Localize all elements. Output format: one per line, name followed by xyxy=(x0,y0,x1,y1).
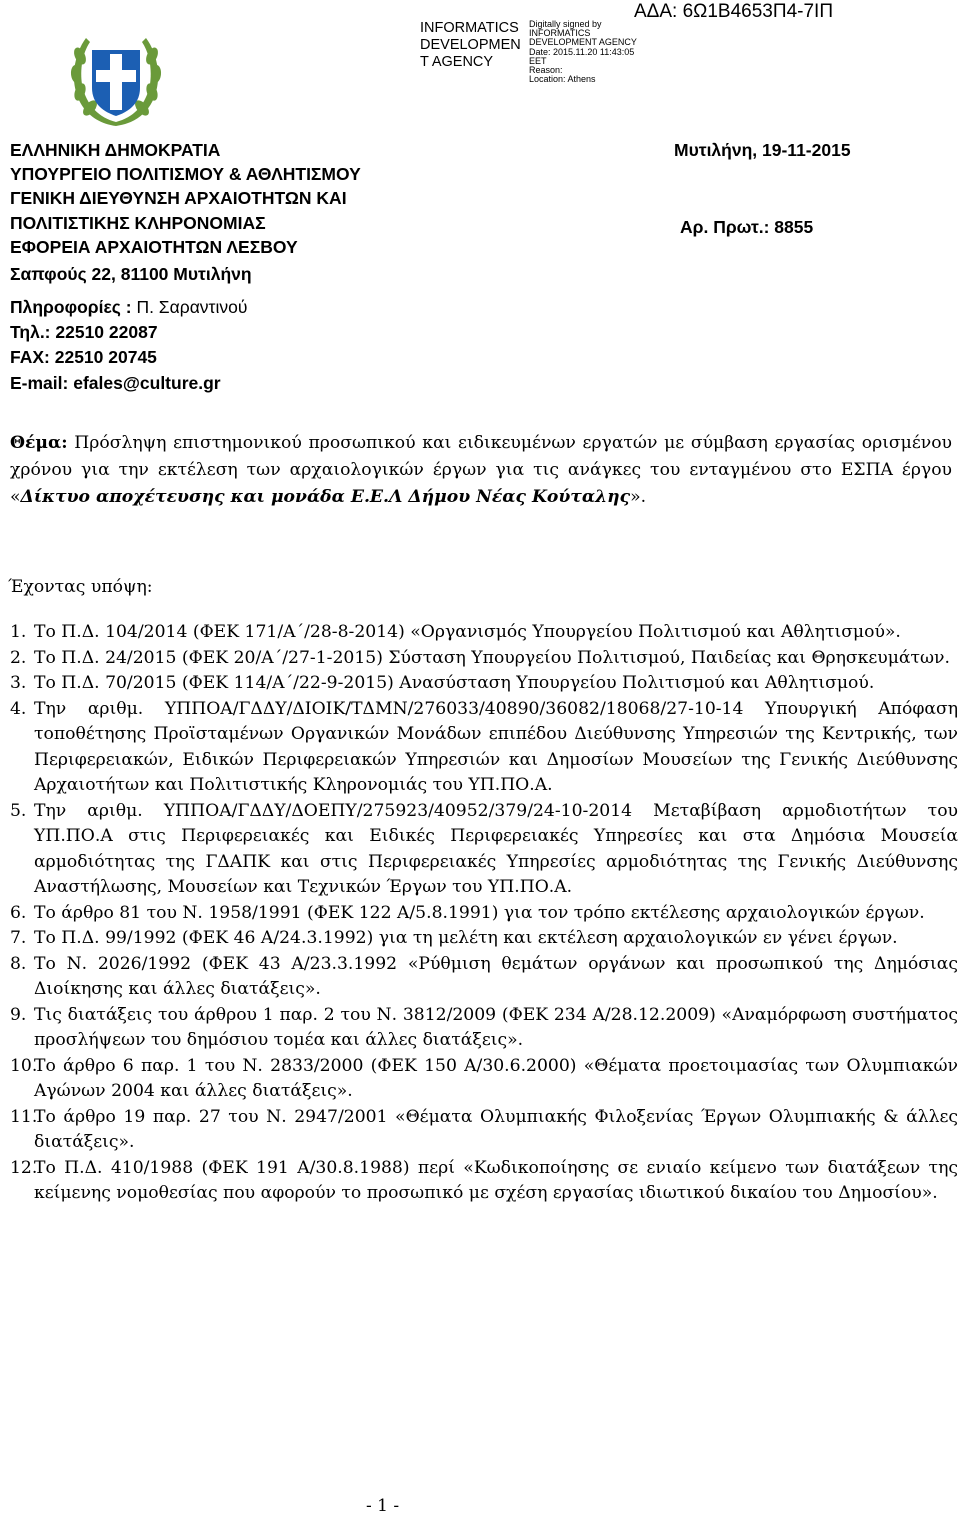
item-text: Το άρθρο 81 του Ν. 1958/1991 (ΦΕΚ 122 Α/5.8.1991) για τον τρόπο εκτέλεσης αρχαιολογικών έργων. xyxy=(34,902,925,923)
ada-code: ΑΔΑ: 6Ω1Β4653Π4-7ΙΠ xyxy=(634,1,834,22)
signature-detail-line: DEVELOPMENT AGENCY xyxy=(529,37,637,48)
item-text: Την αριθμ. ΥΠΠΟΑ/ΓΔΔΥ/ΔΟΕΠΥ/275923/40952/379/24-10-2014 Μεταβίβαση αρμοδιοτήτων του ΥΠ.ΠΟ.Α στις Περιφερειακές και Ειδικές Περιφερειακές Υπηρεσίες και στα Δημόσια Μουσεία αρμοδιότητας της ΓΔΑΠΚ και στις Περιφερειακές Υπηρεσίες αρμοδιότητας της Γενικής Διεύθυνσης Αναστήλωσης, Μουσείων και Τεχνικών Έργων του ΥΠ.ΠΟ.Α. xyxy=(34,800,958,897)
greek-state-emblem-icon xyxy=(68,26,164,130)
item-text: Την αριθμ. ΥΠΠΟΑ/ΓΔΔΥ/ΔΙΟΙΚ/ΤΔΜΝ/276033/40890/36082/18068/27-10-14 Υπουργική Απόφαση τοποθέτησης Προϊσταμένων Οργανικών Μονάδων επιπέδου Διεύθυνσης Υπηρεσιών της Κεντρικής, των Περιφερειακών, Ειδικών Περιφερειακών Υπηρεσιών και Δημοσίων Μουσείων της Γενικής Διεύθυνσης Αρχαιοτήτων και Πολιτιστικής Κληρονομιάς του ΥΠ.ΠΟ.Α. xyxy=(34,698,958,795)
signature-detail-line: INFORMATICS xyxy=(529,28,591,39)
list-item xyxy=(10,671,958,697)
item-text: Το Π.Δ. 410/1988 (ΦΕΚ 191 Α/30.8.1988) περί «Κωδικοποίησης σε ενιαίο κείμενο των διατάξεων της κείμενης νομοθεσίας που αφορούν το προσωπικό με σχέση εργασίας ιδιωτικού δικαίου του Δημοσίου». xyxy=(34,1157,958,1203)
item-number: 8. xyxy=(10,953,27,974)
legal-basis-list xyxy=(10,620,958,1207)
item-number: 9. xyxy=(10,1004,27,1025)
item-text: Τις διατάξεις του άρθρου 1 παρ. 2 του Ν. 3812/2009 (ΦΕΚ 234 Α/28.12.2009) «Αναμόρφωση συστήματος προσλήψεων του δημόσιου τομέα και άλλες διατάξεις». xyxy=(34,1004,958,1050)
signature-detail-line: Reason: xyxy=(529,65,563,76)
item-number: 4. xyxy=(10,698,27,719)
list-item xyxy=(10,1003,958,1054)
item-number: 12. xyxy=(10,1157,38,1178)
ephorate-name: ΕΦΟΡΕΙΑ ΑΡΧΑΙΟΤΗΤΩΝ ΛΕΣΒΟΥ xyxy=(10,237,298,257)
list-item xyxy=(10,799,958,901)
list-item xyxy=(10,1156,958,1207)
item-number: 2. xyxy=(10,647,27,668)
item-number: 10. xyxy=(10,1055,38,1076)
item-number: 5. xyxy=(10,800,27,821)
email: E-mail: efales@culture.gr xyxy=(10,373,221,393)
signer-line: T AGENCY xyxy=(420,54,494,70)
item-text: Το Π.Δ. 24/2015 (ΦΕΚ 20/Α΄/27-1-2015) Σύσταση Υπουργείου Πολιτισμού, Παιδείας και Θρησκευμάτων. xyxy=(34,647,950,668)
item-number: 3. xyxy=(10,673,27,693)
list-item xyxy=(10,926,958,952)
info-label: Πληροφορίες : xyxy=(10,297,132,317)
signer-line: INFORMATICS xyxy=(420,20,519,36)
subject-text: Πρόσληψη επιστημονικού προσωπικού και ειδικευμένων εργατών με σύμβαση εργασίας ορισμένου χρόνου για την εκτέλεση των αρχαιολογικών έργων για τις ανάγκες του ενταγμένου στο ΕΣΠΑ έργου « xyxy=(10,433,952,507)
info-contact xyxy=(10,295,247,319)
item-text: Το Ν. 2026/1992 (ΦΕΚ 43 Α/23.3.1992 «Ρύθμιση θεμάτων οργάνων και προσωπικού της Δημόσιας Διοίκησης και άλλες διατάξεις». xyxy=(34,953,958,999)
list-item xyxy=(10,1054,958,1105)
country-name: ΕΛΛΗΝΙΚΗ ΔΗΜΟΚΡΑΤΙΑ xyxy=(10,140,221,160)
item-text: Το Π.Δ. 70/2015 (ΦΕΚ 114/Α΄/22-9-2015) Ανασύσταση Υπουργείου Πολιτισμού και Αθλητισμού. xyxy=(34,673,875,693)
document-date: Μυτιλήνη, 19-11-2015 xyxy=(674,140,851,160)
project-title: Δίκτυο αποχέτευσης και μονάδα Ε.Ε.Λ Δήμου Νέας Κούταλης xyxy=(20,487,631,507)
list-item xyxy=(10,952,958,1003)
item-number: 7. xyxy=(10,928,27,948)
item-text: Το άρθρο 6 παρ. 1 του Ν. 2833/2000 (ΦΕΚ 150 Α/30.6.2000) «Θέματα προετοιμασίας των Ολυμπιακών Αγώνων 2004 και άλλες διατάξεις». xyxy=(34,1055,958,1101)
item-number: 6. xyxy=(10,902,27,923)
ministry-name: ΥΠΟΥΡΓΕΙΟ ΠΟΛΙΤΙΣΜΟΥ & ΑΘΛΗΤΙΣΜΟΥ xyxy=(10,164,361,184)
signature-detail-line: EET xyxy=(529,55,547,66)
telephone: Τηλ.: 22510 22087 xyxy=(10,322,158,342)
considering-heading: Έχοντας υπόψη: xyxy=(8,577,153,597)
signer-line: DEVELOPMEN xyxy=(420,37,521,53)
signature-details xyxy=(529,20,679,84)
list-item xyxy=(10,697,958,799)
subject-paragraph xyxy=(10,430,952,511)
page-number: - 1 - xyxy=(366,1496,400,1516)
digital-signature-stamp xyxy=(420,20,680,84)
protocol-number: Αρ. Πρωτ.: 8855 xyxy=(680,217,814,237)
signature-detail-line: Location: Athens xyxy=(529,74,596,85)
list-item xyxy=(10,1105,958,1156)
list-item xyxy=(10,620,958,646)
item-text: Το Π.Δ. 99/1992 (ΦΕΚ 46 Α/24.3.1992) για τη μελέτη και εκτέλεση αρχαιολογικών εν γένει έργων. xyxy=(34,928,898,948)
list-item xyxy=(10,646,958,672)
address: Σαπφούς 22, 81100 Μυτιλήνη xyxy=(10,264,252,284)
subject-end: ». xyxy=(630,487,647,507)
item-number: 1. xyxy=(10,622,27,642)
directorate-line-2: ΠΟΛΙΤΙΣΤΙΚΗΣ ΚΛΗΡΟΝΟΜΙΑΣ xyxy=(10,213,266,233)
signature-detail-line: Date: 2015.11.20 11:43:05 xyxy=(529,46,635,57)
signature-signer xyxy=(420,20,528,71)
directorate-line-1: ΓΕΝΙΚΗ ΔΙΕΥΘΥΝΣΗ ΑΡΧΑΙΟΤΗΤΩΝ ΚΑΙ xyxy=(10,188,347,208)
item-text: Το Π.Δ. 104/2014 (ΦΕΚ 171/Α΄/28-8-2014) «Οργανισμός Υπουργείου Πολιτισμού και Αθλητισμού». xyxy=(34,622,901,642)
item-text: Το άρθρο 19 παρ. 27 του Ν. 2947/2001 «Θέματα Ολυμπιακής Φιλοξενίας Έργων Ολυμπιακής & άλλες διατάξεις». xyxy=(34,1106,958,1152)
fax: FAX: 22510 20745 xyxy=(10,347,157,367)
signature-detail-line: Digitally signed by xyxy=(529,19,602,29)
subject-label: Θέμα: xyxy=(10,433,68,453)
info-value: Π. Σαραντινού xyxy=(131,297,248,317)
list-item xyxy=(10,901,958,927)
item-number: 11. xyxy=(10,1106,38,1127)
